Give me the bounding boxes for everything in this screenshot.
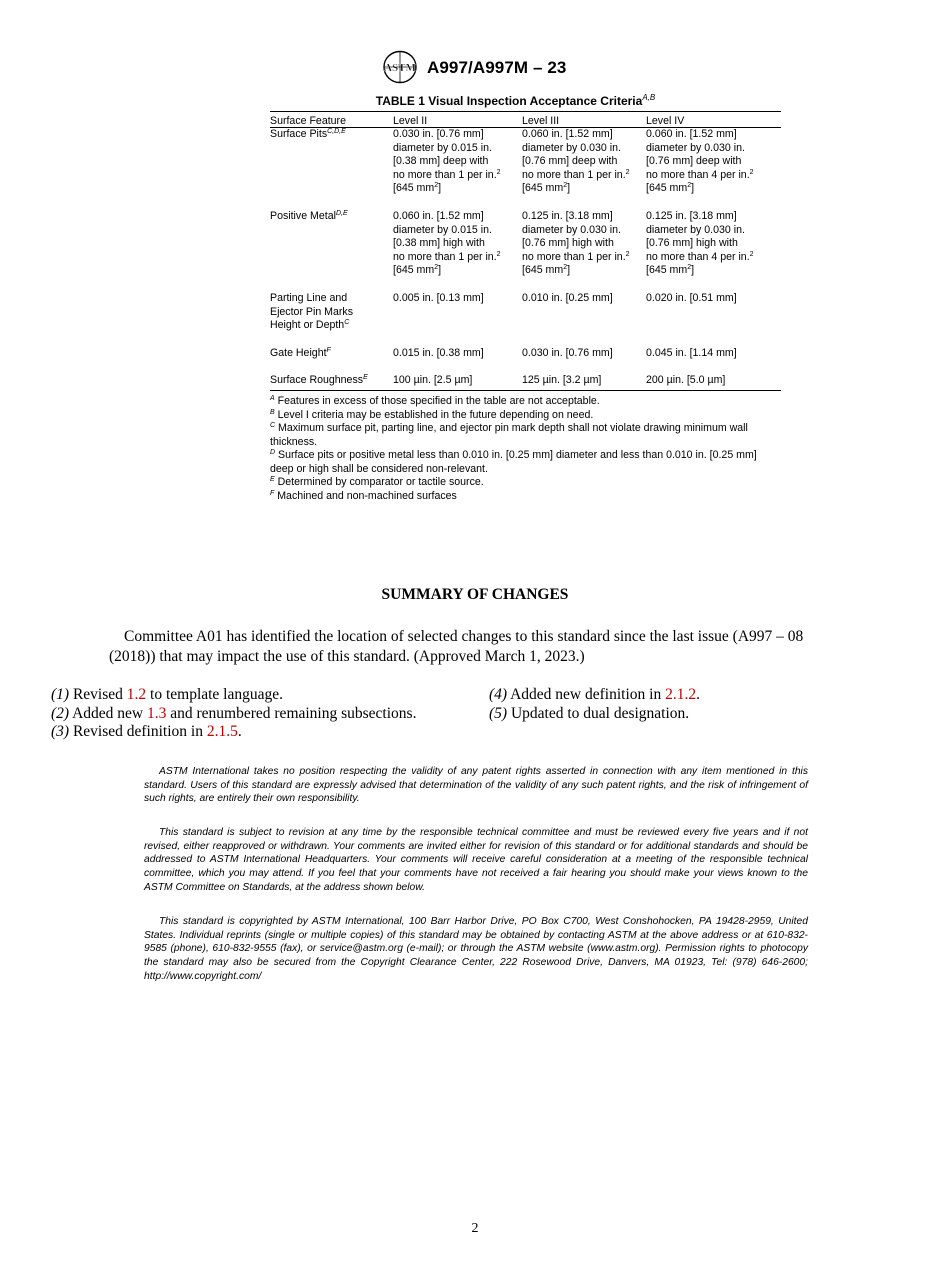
summary-paragraph: Committee A01 has identified the location of selected changes to this standard since the last issue (A997 – 08 (2018)) that may impact the use of this standard. (Approved March 1, 2023.) [109,628,804,665]
column-header: Level IV [646,112,781,128]
column-header: Level II [393,112,522,128]
table-footnote: $^A$ Features in excess of those specified in the table are not acceptable. [270,394,600,407]
level-iv-cell: 0.020 in. [0.51 mm] [646,291,737,304]
level-ii-cell: 0.015 in. [0.38 mm] [393,346,484,359]
level-ii-cell: 0.005 in. [0.13 mm] [393,291,484,304]
level-ii-cell: 0.060 in. [1.52 mm] diameter by 0.015 in. [0.38 mm] high with no more than 1 per in.$^2$ [645 $mm^2$] [393,209,501,277]
table-footnotes [270,395,781,504]
table-row [270,347,781,375]
table-caption-text: TABLE 1 Visual Inspection Acceptance Criteria [375,94,643,108]
feature-cell: Positive Metal$^{D,E}$ [270,209,348,222]
level-ii-cell: 0.030 in. [0.76 mm] diameter by 0.015 in. [0.38 mm] deep with no more than 1 per in.$^2$ [645 $mm^2$] [393,128,501,195]
acceptance-criteria-table [270,111,781,391]
feature-cell: Surface Roughness$^E$ [270,374,368,387]
table-row [270,292,781,347]
table-header-row [270,112,781,128]
table-footnote: $^C$ Maximum surface pit, parting line, and ejector pin mark depth shall not violate drawing minimum wall thickness. [270,422,748,448]
level-iii-cell: 0.030 in. [0.76 mm] [522,346,613,359]
table-footnote: $^B$ Level I criteria may be established in the future depending on need. [270,408,594,421]
feature-cell: Parting Line and Ejector Pin Marks Height or Depth$^C$ [270,291,354,332]
summary-heading: SUMMARY OF CHANGES [381,586,569,603]
logo-lettering: ASTM [384,62,416,74]
level-iii-cell: 0.125 in. [3.18 mm] diameter by 0.030 in. [0.76 mm] high with no more than 1 per in.$^2$ [645 $mm^2$] [522,209,630,277]
table-row [270,128,781,210]
section-link[interactable]: 2.1.5 [206,723,238,740]
page-header [0,48,950,88]
level-iv-cell: 0.125 in. [3.18 mm] diameter by 0.030 in. [0.76 mm] high with no more than 4 per in.$^2$ [645 $mm^2$] [646,209,754,277]
table-row [270,210,781,292]
revision-notice: This standard is subject to revision at any time by the responsible technical committee and must be reviewed every five years and if not revised, either reapproved or withdrawn. Your comments are invited either for revision of this standard or for additional standards and should be addressed to ASTM International Headquarters. Your comments will receive careful consideration at a meeting of the responsible technical committee, which you may attend. If you feel that your comments have not received a fair hearing you should make your views known to the ASTM Committee on Standards, at the address shown below. [144,827,808,893]
change-item: (3) Revised definition in 2.1.5. [51,723,242,740]
astm-logo-icon [381,50,419,84]
table-footnote: $^E$ Determined by comparator or tactile source. [270,476,484,489]
changes-list-right [489,686,909,723]
level-iii-cell: 0.060 in. [1.52 mm] diameter by 0.030 in. [0.76 mm] deep with no more than 1 per in.$^2$ [645 $mm^2$] [522,128,630,195]
changes-list-left [51,686,471,742]
column-header: Surface Feature [270,112,393,128]
column-header: Level III [522,112,646,128]
section-link[interactable]: 1.2 [126,686,147,703]
patent-notice: ASTM International takes no position respecting the validity of any patent rights asserted in connection with any item mentioned in this standard. Users of this standard are expressly advised that determination of the validity of any such patent rights, and the risk of infringement of such rights, are entirely their own responsibility. [144,766,808,805]
section-link[interactable]: 1.3 [147,704,167,722]
change-item: (1) Revised 1.2 to template language. [51,686,284,703]
copyright-notice: This standard is copyrighted by ASTM International, 100 Barr Harbor Drive, PO Box C700, West Conshohocken, PA 19428-2959, United States. Individual reprints (single or multiple copies) of this standard may be obtained by contacting ASTM at the above address or at 610-832-9585 (phone), 610-832-9555 (fax), or service@astm.org (e-mail); or through the ASTM website (www.astm.org). Permission rights to photocopy the standard may also be secured from the Copyright Clearance Center, 222 Rosewood Drive, Danvers, MA 01923, Tel: (978) 646-2600; http://www.copyright.com/ [144,916,808,982]
document-designation: A997/A997M – 23 [427,58,567,77]
table-1-block [270,93,781,504]
table-footnote: $^D$ Surface pits or positive metal less than 0.010 in. [0.25 mm] diameter and less than 0.010 in. [0.25 mm] deep or high shall be considered non-relevant. [270,449,757,475]
change-item: (5) Updated to dual designation. [489,704,690,722]
section-link[interactable]: 2.1.2 [665,686,697,703]
feature-cell: Gate Height$^F$ [270,346,331,359]
table-caption [250,93,781,108]
change-item: (4) Added new definition in 2.1.2. [489,686,700,703]
level-ii-cell: 100 µin. [2.5 µm] [393,374,473,387]
page-number: 2 [471,1221,479,1236]
change-item: (2) Added new 1.3 and renumbered remaining subsections. [51,704,417,722]
level-iv-cell: 0.060 in. [1.52 mm] diameter by 0.030 in. [0.76 mm] deep with no more than 4 per in.$^2$ [645 $mm^2$] [646,128,754,195]
level-iv-cell: 200 µin. [5.0 µm] [646,374,726,387]
table-caption-footnote-marks: A,B [642,93,656,102]
level-iv-cell: 0.045 in. [1.14 mm] [646,346,737,359]
level-iii-cell: 0.010 in. [0.25 mm] [522,291,613,304]
feature-cell: Surface Pits$^{C,D,E}$ [270,128,346,140]
level-iii-cell: 125 µin. [3.2 µm] [522,374,602,387]
table-footnote: $^F$ Machined and non-machined surfaces [270,490,457,503]
table-row [270,374,781,390]
